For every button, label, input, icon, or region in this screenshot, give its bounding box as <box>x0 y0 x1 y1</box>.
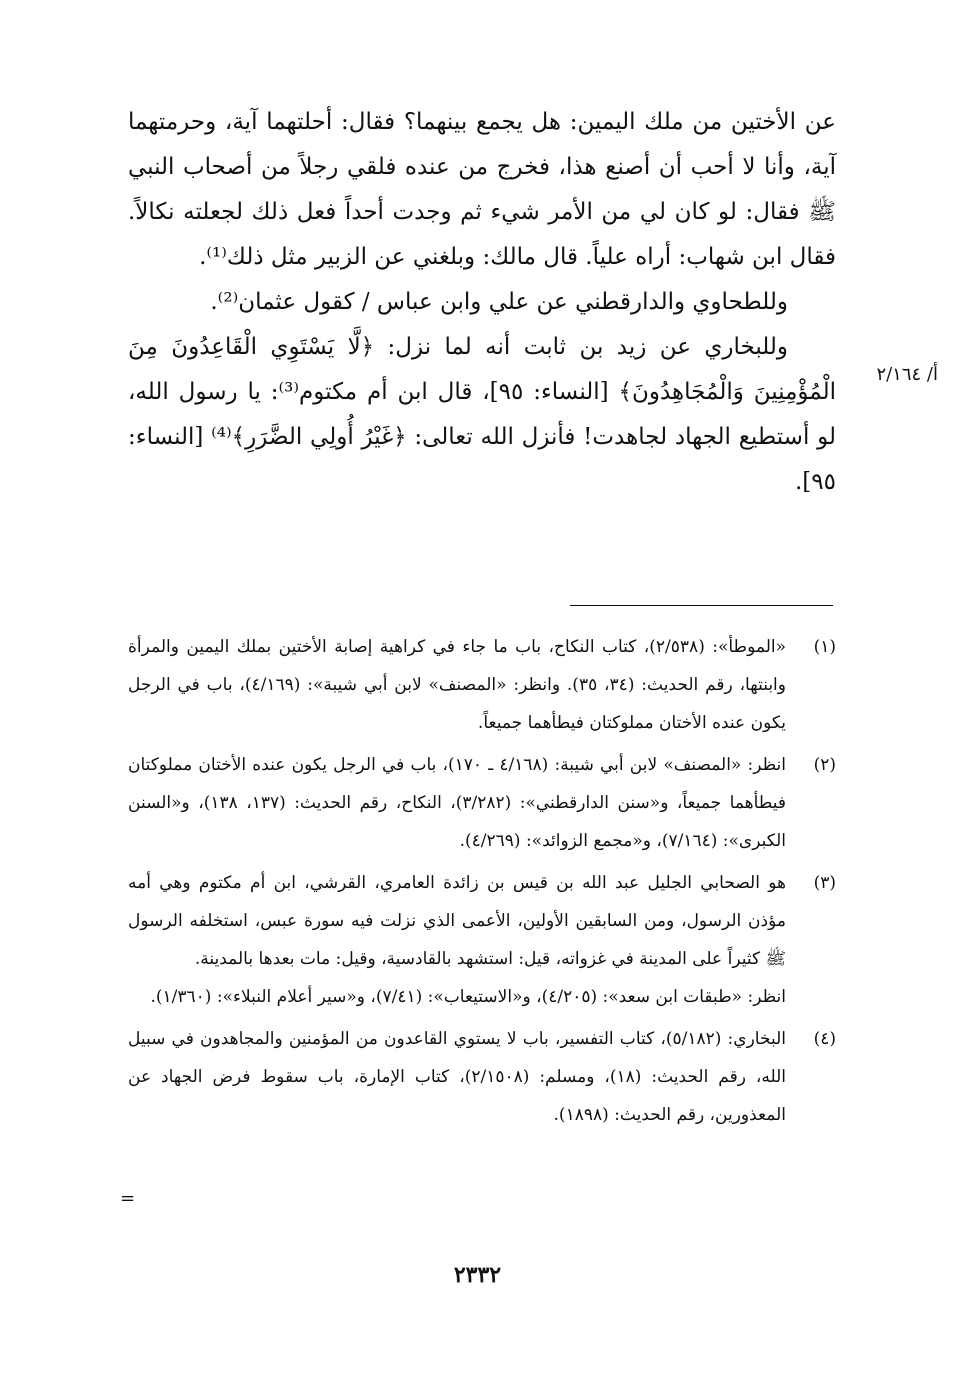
page-number: ٢٣٣٢ <box>453 1262 502 1288</box>
main-paragraph-2: وللطحاوي والدارقطني عن علي وابن عباس / كقول عثمان⁽²⁾. <box>210 289 788 315</box>
main-paragraph-1: عن الأختين من ملك اليمين: هل يجمع بينهما؟ فقال: أحلتهما آية، وحرمتهما آية، وأنا لا أحب أن أصنع هذا، فخرج من عنده فلقي رجلاً من أصحاب النبي ﷺ فقال: لو كان لي من الأمر شيء ثم وجدت أحداً فعل ذلك لجعلته نكالاً. فقال ابن شهاب: أراه علياً. قال مالك: وبلغني عن الزبير مثل ذلك⁽¹⁾. <box>128 109 836 270</box>
footnote-text-references: انظر: «طبقات ابن سعد»: (٤/٢٠٥)، و«الاستيعاب»: (٧/٤١)، و«سير أعلام النبلاء»: (١/٣٦٠). <box>150 987 786 1007</box>
continuation-mark: = <box>120 1188 136 1209</box>
main-paragraph-3: وللبخاري عن زيد بن ثابت أنه لما نزل: ﴿لَّا يَسْتَوِي الْقَاعِدُونَ مِنَ الْمُؤْمِنِينَ وَالْمُجَاهِدُونَ﴾ [النساء: ٩٥]، قال ابن أم مكتوم⁽³⁾: يا رسول الله، لو أستطيع الجهاد لجاهدت! فأنزل الله تعالى: ﴿غَيْرُ أُولِي الضَّرَرِ﴾⁽⁴⁾ [النساء: ٩٥]. <box>128 334 836 495</box>
footnote-text: هو الصحابي الجليل عبد الله بن قيس بن زائدة العامري، القرشي، ابن أم مكتوم وهي أمه مؤذن الرسول، ومن السابقين الأولين، الأعمى الذي نزلت فيه سورة عبس، استخلفه الرسول ﷺ كثيراً على المدينة في غزواته، قيل: استشهد بالقادسية، وقيل: مات بعدها بالمدينة. <box>128 873 786 969</box>
footnotes-section <box>128 628 836 1138</box>
main-text-block <box>128 100 836 505</box>
footnote-1 <box>128 628 836 742</box>
footnote-number: (٢) <box>813 755 836 775</box>
footnote-4 <box>128 1020 836 1134</box>
margin-folio-note: أ/ ٢/١٦٤ <box>876 364 938 385</box>
footnote-number: (١) <box>813 637 836 657</box>
footnote-2 <box>128 746 836 860</box>
footnote-number: (٣) <box>813 873 836 893</box>
footnote-number: (٤) <box>813 1029 836 1049</box>
footnote-divider <box>570 605 833 606</box>
footnote-text: البخاري: (٥/١٨٢)، كتاب التفسير، باب لا يستوي القاعدون من المؤمنين والمجاهدون في سبيل الله، رقم الحديث: (١٨)، ومسلم: (٢/١٥٠٨)، كتاب الإمارة، باب سقوط فرض الجهاد عن المعذورين، رقم الحديث: (١٨٩٨). <box>128 1029 787 1125</box>
footnote-text: «الموطأ»: (٢/٥٣٨)، كتاب النكاح، باب ما جاء في كراهية إصابة الأختين بملك اليمين والمرأة وابنتها، رقم الحديث: (٣٤، ٣٥). وانظر: «المصنف» لابن أبي شيبة»: (٤/١٦٩)، باب في الرجل يكون عنده الأختان مملوكتان فيطأهما جميعاً. <box>128 637 786 733</box>
footnote-text: انظر: «المصنف» لابن أبي شيبة: (٤/١٦٨ ـ ١٧٠)، باب في الرجل يكون عنده الأختان مملوكتان فيطأهما جميعاً، و«سنن الدارقطني»: (٣/٢٨٢)، النكاح، رقم الحديث: (١٣٧، ١٣٨)، و«السنن الكبرى»: (٧/١٦٤)، و«مجمع الزوائد»: (٤/٢٦٩). <box>128 755 787 851</box>
footnote-3 <box>128 864 836 1016</box>
